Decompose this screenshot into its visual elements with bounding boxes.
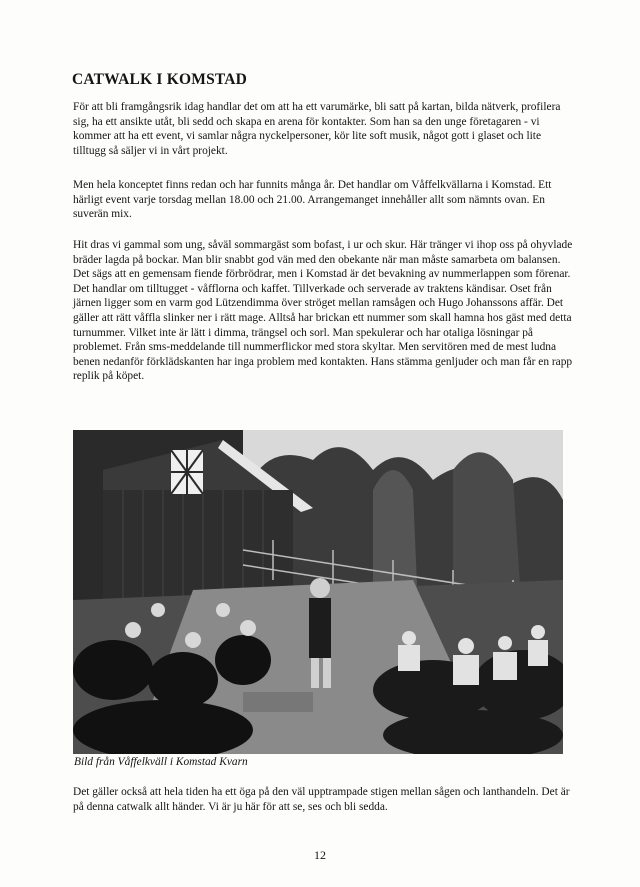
page-number: 12 [314,848,326,862]
event-photo [73,430,563,754]
paragraph-1: För att bli framgångsrik idag handlar det om att ha ett varumärke, bli satt på kartan, bilda nätverk, profilera sig, ha ett ansikte utåt, bli sedd och skapa en arena för kontakter. Som han sa den unge företagaren - vi kommer att ha ett event, vi samlar några nyckelpersoner, kör lite soft musik, något gott i glaset och lite tilltugg så säljer vi in vårt projekt. [73,101,561,157]
paragraph-2: Men hela konceptet finns redan och har funnits många år. Det handlar om Våffelkvällarna i Komstad. Ett härligt event varje torsdag mellan 18.00 och 21.00. Arrangemanget innehåller allt som nämnts ovan. En suverän mix. [73,179,552,221]
article-title: CATWALK I KOMSTAD [72,71,248,88]
paragraph-4: Det gäller också att hela tiden ha ett öga på den väl upptrampade stigen mellan sågen och lanthandeln. Det är på denna catwalk allt händer. Vi är ju här för att se, ses och bli sedda. [73,786,570,813]
paragraph-3: Hit dras vi gammal som ung, såväl sommargäst som bofast, i ur och skur. Här tränger vi ihop oss på ohyvlade bräder lagda på bockar. Man blir snabbt god vän med den obekante när man måste samarbeta om balansen. Det sägs att en gemensam fiende förbrödrar, men i Komstad är det bevakning av nummerlappen som förenar. Det handlar om tilltugget - våfflorna och kaffet. Tillverkade och serverade av traktens kändisar. Oset från järnen ligger som en varm god Lützendimma över ströget mellan ramsågen och Hugo Johanssons affär. Det gäller att rätt våffla slinker ner i rätt mage. Alltså har brickan ett nummer som skall hamna hos gäst med detta turnummer. Vilket inte är lätt i dimma, trängsel och sorl. Man spekulerar och har otaliga lösningar på problemet. Från sms-meddelande till nummerflickor med stora skyltar. Men servitören med de mest ludna benen nedanför förklädskanten har inga problem med kontakten. Hans stämma genljuder och man får en rapp replik på köpet. [73,239,573,383]
photo-caption: Bild från Våffelkväll i Komstad Kvarn [74,756,248,768]
